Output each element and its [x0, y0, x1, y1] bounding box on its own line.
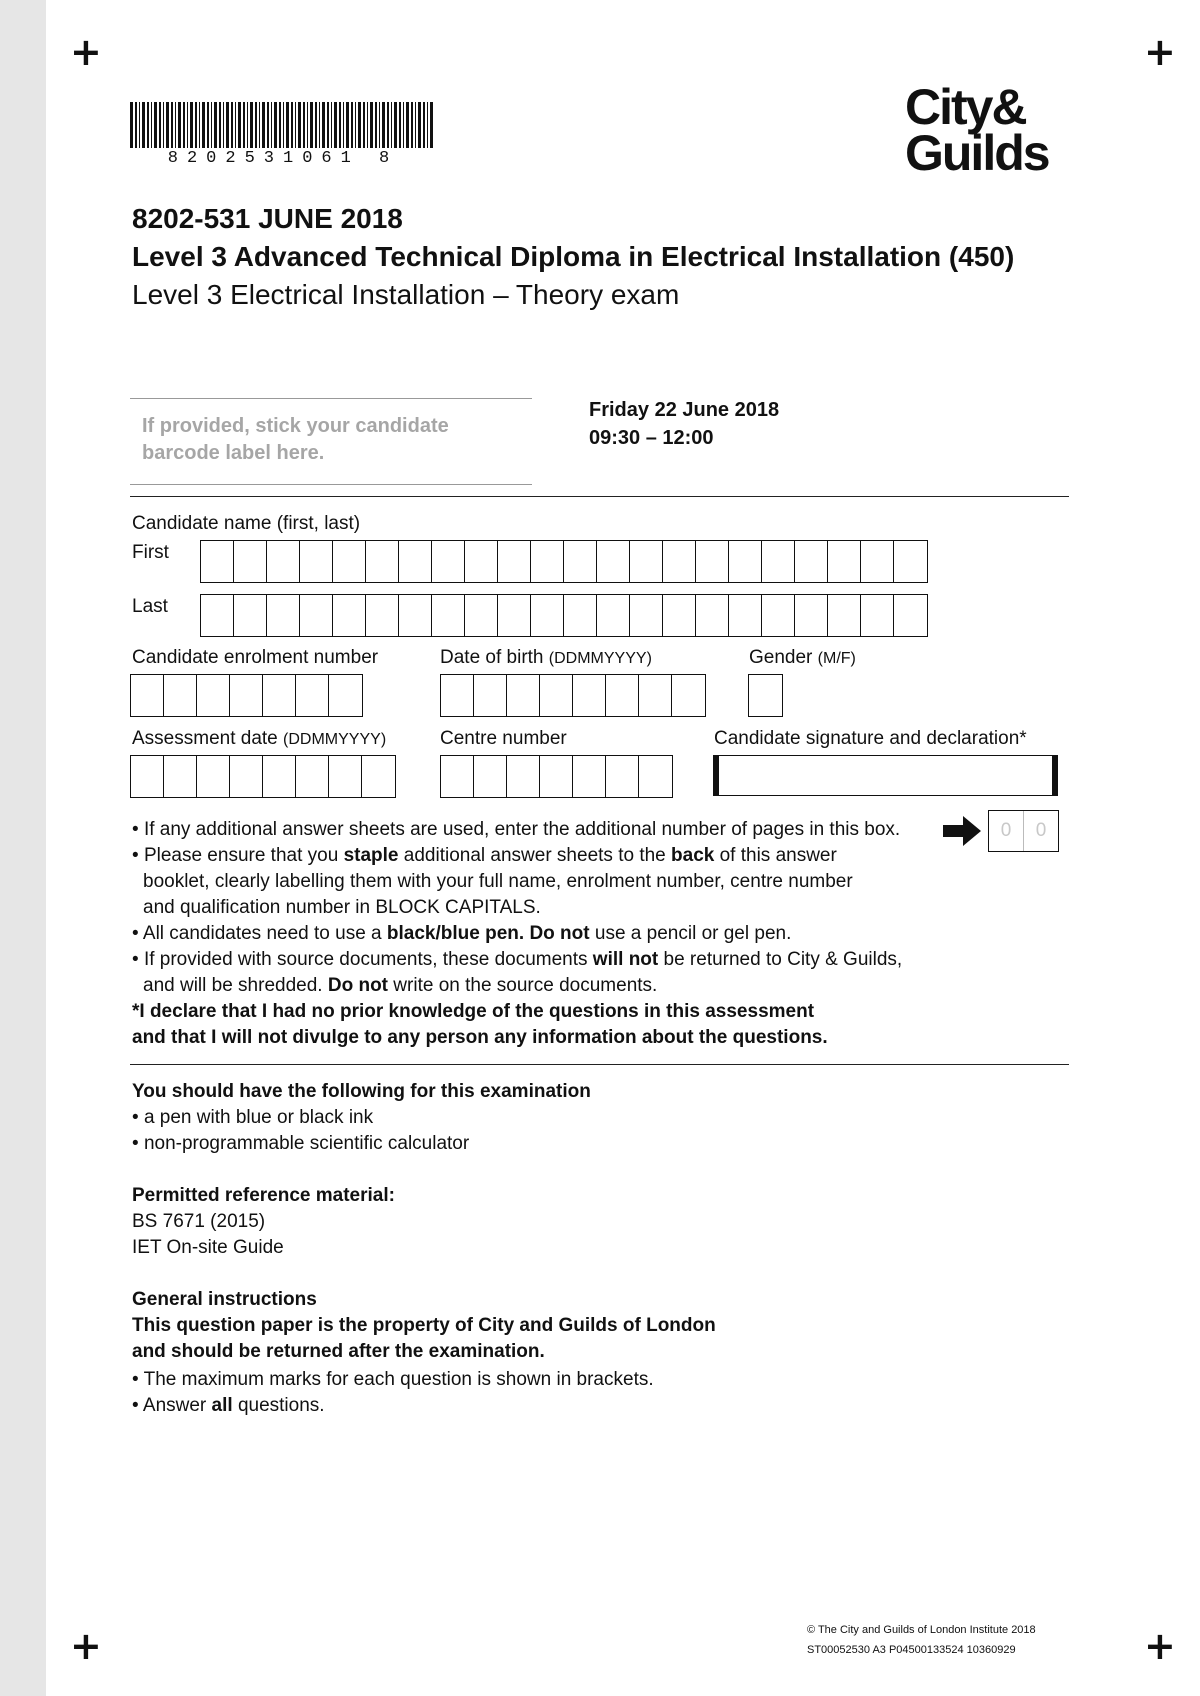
answer-text-1: Answer	[142, 1395, 207, 1416]
character-cell[interactable]	[234, 595, 267, 636]
barcode-bar	[343, 102, 344, 148]
barcode-bar	[207, 102, 209, 148]
additional-pages-box[interactable]	[988, 810, 1059, 852]
character-cell[interactable]	[300, 541, 333, 582]
barcode-bar	[166, 102, 169, 148]
barcode-bar	[178, 102, 181, 148]
barcode-bar	[355, 102, 356, 148]
property-line-2: and should be returned after the examination.	[132, 1341, 545, 1362]
barcode-bar	[199, 102, 200, 148]
barcode-bar	[310, 102, 313, 148]
character-cell[interactable]	[597, 541, 630, 582]
requirement-item-text: a pen with blue or black ink	[143, 1107, 374, 1128]
character-cell[interactable]	[267, 595, 300, 636]
staple-text-bold: staple	[343, 845, 399, 866]
barcode-bar	[291, 102, 293, 148]
barcode-bar	[375, 102, 377, 148]
character-cell[interactable]	[329, 756, 362, 797]
character-cell[interactable]	[329, 675, 362, 716]
character-cell[interactable]	[828, 541, 861, 582]
source-line2-donot: Do not	[327, 975, 389, 996]
character-cell[interactable]	[663, 541, 696, 582]
character-cell[interactable]	[474, 675, 507, 716]
divider-middle	[130, 1064, 1069, 1065]
barcode-bar	[418, 102, 421, 148]
barcode-bar	[391, 102, 392, 148]
character-cell[interactable]	[663, 595, 696, 636]
barcode-bar	[279, 102, 281, 148]
character-cell[interactable]	[234, 541, 267, 582]
barcode-bar	[190, 102, 193, 148]
barcode-bar	[367, 102, 368, 148]
barcode-bar	[295, 102, 296, 148]
barcode-bar	[183, 102, 185, 148]
barcode-bar	[382, 102, 385, 148]
character-cell[interactable]	[861, 595, 894, 636]
footer-copyright: © The City and Guilds of London Institute 2018	[807, 1624, 1036, 1636]
assessment-date-label-text: Assessment date	[132, 728, 278, 749]
barcode-bar	[322, 102, 325, 148]
date-of-birth-format: (DDMMYYYY)	[548, 650, 652, 667]
character-cell[interactable]	[366, 595, 399, 636]
barcode-bar	[259, 102, 260, 148]
reference-item: IET On-site Guide	[132, 1237, 284, 1258]
character-cell[interactable]	[498, 541, 531, 582]
barcode-bar	[202, 102, 205, 148]
barcode-bar	[214, 102, 217, 148]
barcode-bar	[327, 102, 329, 148]
barcode-bar	[346, 102, 349, 148]
barcode-bar	[151, 102, 152, 148]
barcode-bar	[379, 102, 380, 148]
general-heading: General instructions	[132, 1289, 317, 1310]
pen-text-bold: black/blue pen.	[386, 923, 525, 944]
declaration-line-1: *I declare that I had no prior knowledge of the questions in this assessment	[132, 1001, 815, 1022]
exam-date-block	[589, 396, 779, 452]
centre-number-label: Centre number	[440, 728, 567, 749]
character-cell[interactable]	[263, 675, 296, 716]
first-name-label: First	[132, 542, 169, 563]
barcode-bar	[219, 102, 221, 148]
date-of-birth-label	[440, 647, 652, 669]
requirement-item: • a pen with blue or black ink	[132, 1107, 374, 1128]
barcode-bar	[262, 102, 265, 148]
barcode-bar	[411, 102, 413, 148]
barcode-bar	[303, 102, 305, 148]
signature-field[interactable]	[713, 755, 1058, 796]
character-cell[interactable]	[573, 675, 606, 716]
enrolment-number-label: Candidate enrolment number	[132, 647, 379, 668]
requirements-heading: You should have the following for this examination	[132, 1081, 591, 1102]
barcode-bar	[235, 102, 236, 148]
barcode-bar	[423, 102, 425, 148]
marks-text: The maximum marks for each question is shown in brackets.	[143, 1369, 654, 1390]
character-cell[interactable]	[630, 541, 663, 582]
assessment-date-format: (DDMMYYYY)	[283, 731, 387, 748]
barcode-bar	[243, 102, 245, 148]
barcode-bar	[171, 102, 173, 148]
barcode-bar	[430, 102, 433, 148]
barcode-bar	[351, 102, 353, 148]
barcode-bar	[154, 102, 157, 148]
character-cell[interactable]	[267, 541, 300, 582]
character-cell[interactable]	[164, 756, 197, 797]
candidate-barcode-label-text: If provided, stick your candidate barcode label here.	[142, 415, 449, 464]
barcode-bar	[139, 102, 140, 148]
character-cell[interactable]	[441, 675, 474, 716]
character-cell[interactable]	[333, 541, 366, 582]
exam-time: 09:30 – 12:00	[589, 427, 714, 449]
source-text-bold: will not	[592, 949, 659, 970]
source-text-2: be returned to City & Guilds,	[663, 949, 903, 970]
character-cell[interactable]	[441, 756, 474, 797]
requirement-item-text: non-programmable scientific calculator	[143, 1133, 470, 1154]
character-cell[interactable]	[131, 756, 164, 797]
pen-text-2: use a pencil or gel pen.	[594, 923, 792, 944]
date-of-birth-label-text: Date of birth	[440, 647, 544, 668]
pen-text-donot: Do not	[529, 923, 590, 944]
reference-item: BS 7671 (2015)	[132, 1211, 266, 1232]
character-cell[interactable]	[696, 541, 729, 582]
character-cell[interactable]	[399, 541, 432, 582]
character-cell[interactable]	[498, 595, 531, 636]
character-cell[interactable]	[762, 595, 795, 636]
character-cell[interactable]	[296, 756, 329, 797]
barcode-bar	[226, 102, 229, 148]
barcode-bar	[339, 102, 341, 148]
paper-title: Level 3 Electrical Installation – Theory exam	[132, 279, 680, 310]
staple-text-back: back	[671, 845, 715, 866]
instruction-pen: • All candidates need to use a black/blue pen. Do not use a pencil or gel pen.	[132, 923, 792, 944]
exam-date: Friday 22 June 2018	[589, 399, 780, 421]
barcode-bar	[231, 102, 233, 148]
reference-heading: Permitted reference material:	[132, 1185, 395, 1206]
assessment-date-label	[132, 728, 386, 750]
character-cell[interactable]	[296, 675, 329, 716]
character-cell[interactable]	[197, 756, 230, 797]
character-cell[interactable]	[564, 595, 597, 636]
character-cell[interactable]	[230, 756, 263, 797]
barcode-bar	[238, 102, 241, 148]
barcode-bar	[315, 102, 317, 148]
registration-mark-top-right: +	[1144, 30, 1176, 74]
barcode-bar	[331, 102, 332, 148]
character-cell[interactable]	[894, 541, 927, 582]
signature-label: Candidate signature and declaration*	[714, 728, 1027, 749]
staple-text-3: of this answer	[719, 845, 837, 866]
gender-input[interactable]	[748, 674, 783, 717]
barcode-bar	[307, 102, 308, 148]
character-cell[interactable]	[606, 756, 639, 797]
character-cell[interactable]	[432, 595, 465, 636]
character-cell[interactable]	[201, 541, 234, 582]
logo-text-2: Guilds	[905, 125, 1049, 181]
date-of-birth-input[interactable]	[440, 674, 706, 717]
character-cell[interactable]	[474, 756, 507, 797]
arrow-right-icon	[943, 816, 981, 846]
character-cell[interactable]	[606, 675, 639, 716]
barcode-bar	[415, 102, 416, 148]
character-cell[interactable]	[639, 675, 672, 716]
registration-mark-bottom-right: +	[1144, 1624, 1176, 1668]
answer-text-bold: all	[211, 1395, 233, 1416]
character-cell[interactable]	[639, 756, 672, 797]
source-line2-text-a: and will be shredded.	[143, 975, 323, 996]
candidate-barcode-label-area	[130, 398, 532, 485]
barcode-number: 8202531061 8	[167, 149, 399, 168]
answer-text-2: questions.	[237, 1395, 325, 1416]
character-cell[interactable]	[362, 756, 395, 797]
instruction-additional-sheets-text: If any additional answer sheets are used, enter the additional number of pages in this box.	[143, 819, 901, 840]
instruction-source-line2	[143, 973, 657, 999]
character-cell[interactable]	[861, 541, 894, 582]
logo-line-2	[905, 125, 1049, 181]
barcode-bar	[286, 102, 289, 148]
barcode-bar	[358, 102, 361, 148]
character-cell[interactable]	[432, 541, 465, 582]
character-cell[interactable]	[366, 541, 399, 582]
character-cell[interactable]	[399, 595, 432, 636]
assessment-date-input[interactable]	[130, 755, 396, 798]
barcode-bar	[142, 102, 145, 148]
pen-text-1: All candidates need to use a	[142, 923, 382, 944]
property-line-1: This question paper is the property of City and Guilds of London	[132, 1315, 716, 1336]
exam-code: 8202-531 JUNE 2018	[132, 203, 403, 234]
character-cell[interactable]	[795, 595, 828, 636]
character-cell[interactable]	[197, 675, 230, 716]
character-cell[interactable]	[465, 595, 498, 636]
gender-label	[749, 647, 856, 669]
staple-text-1: Please ensure that you	[143, 845, 339, 866]
character-cell[interactable]	[263, 756, 296, 797]
character-cell[interactable]	[828, 595, 861, 636]
barcode-bar	[334, 102, 337, 148]
character-cell[interactable]	[164, 675, 197, 716]
general-instruction-marks: • The maximum marks for each question is shown in brackets.	[132, 1369, 654, 1390]
instruction-staple-line3: and qualification number in BLOCK CAPITALS.	[143, 897, 541, 918]
barcode-bar	[271, 102, 272, 148]
logo-line-1	[905, 79, 1049, 135]
barcode-bar	[159, 102, 161, 148]
gender-format: (M/F)	[817, 650, 856, 667]
barcode-bar	[283, 102, 284, 148]
barcode-bar	[406, 102, 409, 148]
source-line2-text-b: write on the source documents.	[393, 975, 658, 996]
barcode-bar	[319, 102, 320, 148]
instruction-staple: • Please ensure that you staple additional answer sheets to the back of this answer	[132, 845, 837, 866]
character-cell[interactable]	[672, 675, 705, 716]
barcode-bar	[267, 102, 269, 148]
instruction-staple-line2: booklet, clearly labelling them with your full name, enrolment number, centre number	[143, 871, 853, 892]
character-cell[interactable]	[894, 595, 927, 636]
barcode-bar	[187, 102, 188, 148]
logo-text-1: City&	[905, 79, 1026, 135]
character-cell[interactable]	[300, 595, 333, 636]
barcode-bar	[274, 102, 277, 148]
barcode-bar	[387, 102, 389, 148]
character-cell[interactable]	[131, 675, 164, 716]
centre-number-input[interactable]	[440, 755, 673, 798]
barcode-bar	[250, 102, 253, 148]
last-name-label: Last	[132, 596, 168, 617]
barcode-bar	[175, 102, 176, 148]
registration-mark-bottom-left: +	[70, 1624, 102, 1668]
character-cell[interactable]	[465, 541, 498, 582]
barcode-bar	[403, 102, 404, 148]
barcode-bar	[195, 102, 197, 148]
character-cell[interactable]	[531, 595, 564, 636]
barcode-bar	[147, 102, 149, 148]
barcode-bar	[135, 102, 137, 148]
page-gutter	[0, 0, 46, 1696]
barcode-bar	[399, 102, 401, 148]
character-cell[interactable]	[795, 541, 828, 582]
gender-label-text: Gender	[749, 647, 813, 668]
character-cell[interactable]	[507, 756, 540, 797]
barcode-bar	[255, 102, 257, 148]
character-cell[interactable]	[564, 541, 597, 582]
barcode-bar	[223, 102, 224, 148]
character-cell[interactable]	[729, 541, 762, 582]
last-name-input[interactable]	[200, 594, 928, 637]
first-name-input[interactable]	[200, 540, 928, 583]
city-guilds-logo	[905, 79, 1049, 181]
barcode-bar	[394, 102, 397, 148]
source-text-1: If provided with source documents, these documents	[143, 949, 588, 970]
character-cell[interactable]	[201, 595, 234, 636]
general-instruction-answer: • Answer all questions.	[132, 1395, 325, 1416]
additional-pages-digit-1: 0	[989, 811, 1024, 851]
barcode-bar	[363, 102, 365, 148]
character-cell[interactable]	[749, 675, 782, 716]
character-cell[interactable]	[696, 595, 729, 636]
instruction-source-documents: • If provided with source documents, these documents will not be returned to City & Guilds,	[132, 949, 903, 970]
qualification-title: Level 3 Advanced Technical Diploma in Electrical Installation (450)	[132, 241, 1015, 272]
divider-top	[130, 496, 1069, 497]
character-cell[interactable]	[573, 756, 606, 797]
declaration-line-2: and that I will not divulge to any person any information about the questions.	[132, 1027, 828, 1048]
character-cell[interactable]	[531, 541, 564, 582]
character-cell[interactable]	[333, 595, 366, 636]
barcode-bar	[427, 102, 428, 148]
character-cell[interactable]	[630, 595, 663, 636]
barcode-bar	[163, 102, 164, 148]
character-cell[interactable]	[230, 675, 263, 716]
character-cell[interactable]	[540, 756, 573, 797]
barcode-bar	[298, 102, 301, 148]
candidate-name-heading: Candidate name (first, last)	[132, 513, 361, 534]
additional-pages-digit-2: 0	[1035, 820, 1047, 841]
barcode-bar	[247, 102, 248, 148]
enrolment-number-input[interactable]	[130, 674, 363, 717]
character-cell[interactable]	[597, 595, 630, 636]
barcode-bar	[370, 102, 373, 148]
paper-barcode	[130, 102, 436, 148]
staple-text-2: additional answer sheets to the	[403, 845, 666, 866]
instruction-additional-sheets: • If any additional answer sheets are used, enter the additional number of pages in this box.	[132, 819, 901, 840]
character-cell[interactable]	[540, 675, 573, 716]
requirement-item: • non-programmable scientific calculator	[132, 1133, 470, 1154]
barcode-bar	[211, 102, 212, 148]
character-cell[interactable]	[762, 541, 795, 582]
character-cell[interactable]	[507, 675, 540, 716]
registration-mark-top-left: +	[70, 30, 102, 74]
barcode-bar	[130, 102, 133, 148]
character-cell[interactable]	[729, 595, 762, 636]
footer-reference-code: ST00052530 A3 P04500133524 10360929	[807, 1644, 1016, 1656]
